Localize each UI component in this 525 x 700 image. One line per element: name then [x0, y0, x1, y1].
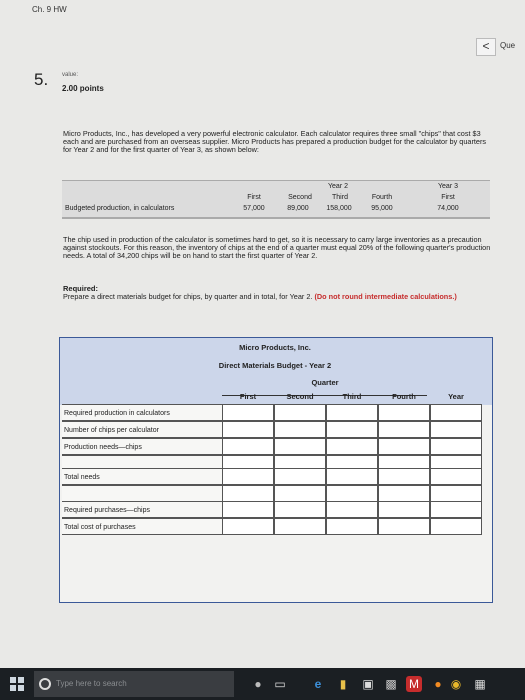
- answer-cell[interactable]: [326, 501, 378, 518]
- budget-value: 95,000: [371, 205, 393, 212]
- answer-cell[interactable]: [326, 404, 378, 421]
- answer-cell[interactable]: [430, 485, 482, 502]
- answer-cell[interactable]: [326, 438, 378, 455]
- answer-cell[interactable]: [326, 468, 378, 485]
- edge-browser-icon[interactable]: e: [314, 677, 322, 691]
- answer-cell[interactable]: [378, 421, 430, 438]
- answer-cell[interactable]: [430, 404, 482, 421]
- file-explorer-icon[interactable]: ▮: [339, 677, 347, 691]
- calculator-icon[interactable]: ▦: [474, 677, 486, 691]
- task-view-icon[interactable]: ▭: [274, 677, 286, 691]
- quarter-header: Second: [288, 194, 312, 201]
- answer-cell[interactable]: [378, 404, 430, 421]
- budget-value: 57,000: [243, 205, 265, 212]
- answer-cell[interactable]: [378, 501, 430, 518]
- quarter-header: First: [441, 194, 455, 201]
- answer-cell[interactable]: [430, 518, 482, 535]
- store-icon[interactable]: ▣: [362, 677, 374, 691]
- row-label: Production needs—chips: [62, 438, 264, 455]
- answer-cell[interactable]: [274, 485, 326, 502]
- answer-cell[interactable]: [274, 421, 326, 438]
- firefox-icon[interactable]: ●: [434, 677, 442, 691]
- year2-header: Year 2: [328, 183, 348, 190]
- points-label: 2.00 points: [62, 84, 104, 93]
- answer-cell[interactable]: [222, 518, 274, 535]
- column-header: Year: [448, 392, 464, 401]
- budget-value: 89,000: [287, 205, 309, 212]
- quarter-header: Fourth: [371, 194, 393, 201]
- row-label: Required production in calculators: [62, 404, 264, 421]
- row-label: Total cost of purchases: [62, 518, 264, 535]
- answer-cell[interactable]: [378, 485, 430, 502]
- value-label: value:: [62, 72, 79, 78]
- chrome-icon[interactable]: ◉: [450, 677, 462, 691]
- answer-cell[interactable]: [274, 518, 326, 535]
- answer-cell[interactable]: [222, 485, 274, 502]
- row-label: Total needs: [62, 468, 264, 485]
- answer-cell[interactable]: [274, 501, 326, 518]
- required-text: [63, 293, 493, 301]
- search-icon: [39, 678, 51, 690]
- direct-materials-budget-form: [59, 337, 493, 603]
- problem-paragraph-2: The chip used in production of the calculator is sometimes hard to get, so it is necessary to carry large inventories as a precaution against stockouts. For this reason, the inventory of chips at the end of a quarter must equal 20% of the following quarter's production needs. A total of 34,200 chips will be on hand to start the first quarter of Year 2.: [63, 235, 491, 261]
- answer-cell[interactable]: [326, 518, 378, 535]
- mcafee-icon[interactable]: M: [406, 676, 422, 692]
- taskbar: [0, 668, 525, 700]
- company-name: Micro Products, Inc.: [239, 343, 311, 352]
- answer-cell[interactable]: [222, 421, 274, 438]
- column-header: Fourth: [392, 392, 416, 401]
- answer-cell[interactable]: [430, 501, 482, 518]
- microphone-icon[interactable]: ●: [254, 677, 262, 691]
- windows-start-icon[interactable]: [10, 677, 24, 691]
- photos-icon[interactable]: ▩: [385, 677, 397, 691]
- back-button[interactable]: <: [476, 38, 496, 56]
- answer-cell[interactable]: [326, 485, 378, 502]
- required-instruction: Prepare a direct materials budget for chips, by quarter and in total, for Year 2.: [63, 292, 313, 301]
- production-budget-table: [62, 180, 490, 219]
- rounding-note: (Do not round intermediate calculations.): [314, 292, 457, 301]
- answer-cell[interactable]: [274, 404, 326, 421]
- column-header: Second: [286, 392, 314, 401]
- quarter-header: First: [247, 194, 261, 201]
- answer-cell[interactable]: [378, 468, 430, 485]
- answer-cell[interactable]: [430, 421, 482, 438]
- answer-cell[interactable]: [430, 468, 482, 485]
- budget-value: 158,000: [326, 205, 352, 212]
- budget-row-label: Budgeted production, in calculators: [65, 205, 175, 212]
- answer-cell[interactable]: [222, 468, 274, 485]
- answer-cell[interactable]: [222, 404, 274, 421]
- problem-paragraph-1: Micro Products, Inc., has developed a very powerful electronic calculator. Each calculator requires three small "chips" that cost $3 each and are purchased from an overseas supplier. Micro Products has prepared a production budget for the calculator by quarters for Year 2 and for the first quarter of Year 3, as shown below:: [63, 129, 487, 155]
- answer-cell[interactable]: [274, 468, 326, 485]
- search-box[interactable]: [34, 671, 234, 697]
- search-placeholder: Type here to search: [56, 679, 127, 688]
- budget-title: Direct Materials Budget - Year 2: [218, 361, 332, 370]
- column-header: First: [239, 392, 257, 401]
- row-label: Required purchases—chips: [62, 501, 264, 518]
- quarter-header: Third: [332, 194, 348, 201]
- answer-cell[interactable]: [222, 438, 274, 455]
- column-header: Third: [342, 392, 362, 401]
- next-question-link[interactable]: Que: [500, 41, 516, 50]
- required-heading: Required:: [63, 284, 99, 293]
- answer-cell[interactable]: [378, 438, 430, 455]
- answer-cell[interactable]: [274, 438, 326, 455]
- answer-cell[interactable]: [430, 438, 482, 455]
- row-label: Number of chips per calculator: [62, 421, 264, 438]
- year3-header: Year 3: [438, 183, 458, 190]
- question-number: 5.: [34, 70, 49, 89]
- quarter-label: Quarter: [311, 378, 339, 387]
- answer-cell[interactable]: [326, 421, 378, 438]
- tab-title: Ch. 9 HW: [32, 5, 67, 14]
- budget-value: 74,000: [437, 205, 459, 212]
- answer-cell[interactable]: [222, 501, 274, 518]
- answer-cell[interactable]: [378, 518, 430, 535]
